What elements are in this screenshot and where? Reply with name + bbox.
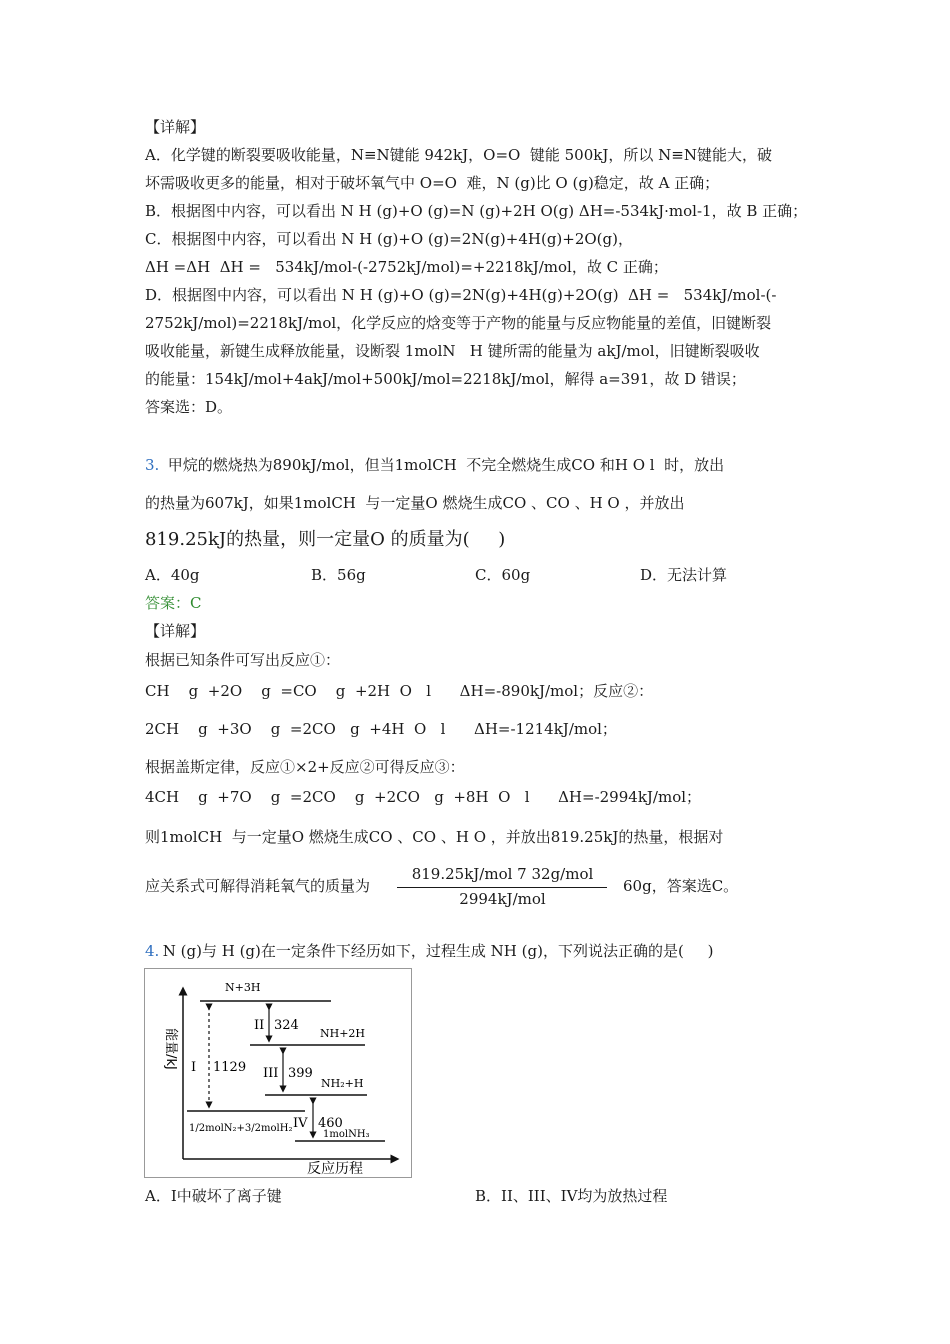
step-value: 324 bbox=[274, 1018, 299, 1033]
q3-option-d: D．无法计算 bbox=[640, 566, 728, 584]
q2-explain-line: B．根据图中内容，可以看出 N H (g)+O (g)=N (g)+2H O(g) ΔH=-534kJ·mol-1，故 B 正确； bbox=[145, 202, 808, 220]
q3-explain-line: 60g，答案选C。 bbox=[623, 877, 739, 895]
q3-answer: 答案：C bbox=[145, 594, 202, 612]
q2-explain-line: 坏需吸收更多的能量，相对于破坏氧气中 O=O 难，N (g)比 O (g)稳定，故 A 正确； bbox=[145, 174, 720, 192]
step-value: 399 bbox=[288, 1066, 313, 1081]
q2-explain-line: 2752kJ/mol)=2218kJ/mol，化学反应的焓变等于产物的能量与反应物能量的差值，旧键断裂 bbox=[145, 314, 772, 332]
q2-explain-line: C．根据图中内容，可以看出 N H (g)+O (g)=2N(g)+4H(g)+2O(g)， bbox=[145, 230, 633, 248]
q4-option-b: B．II、III、IV均为放热过程 bbox=[475, 1187, 668, 1205]
x-axis-label: 反应历程 bbox=[307, 1161, 363, 1177]
q4-number: 4. bbox=[145, 942, 160, 960]
step-roman: III bbox=[263, 1066, 279, 1081]
q4-stem: N (g)与 H (g)在一定条件下经历如下，过程生成 NH (g)，下列说法正确的是( ) bbox=[158, 942, 714, 960]
q3-explain-line: 则1molCH 与一定量O 燃烧生成CO 、CO 、H O ，并放出819.25kJ的热量，根据对 bbox=[145, 828, 724, 846]
q3-option-b: B．56g bbox=[311, 566, 366, 584]
q3-stem-line: 819.25kJ的热量，则一定量O 的质量为( ) bbox=[145, 529, 506, 550]
energy-diagram-svg bbox=[145, 969, 411, 1177]
step-roman: IV bbox=[293, 1116, 308, 1131]
q3-explain-line: 根据盖斯定律，反应①×2+反应②可得反应③： bbox=[145, 758, 465, 776]
level-label: 1molNH₃ bbox=[323, 1129, 370, 1140]
q3-explain-header: 【详解】 bbox=[145, 622, 206, 640]
step-roman: II bbox=[254, 1018, 265, 1033]
q3-reaction-1: CH g +2O g =CO g +2H O l ΔH=-890kJ/mol；反应②： bbox=[145, 682, 654, 700]
q3-explain-line: 应关系式可解得消耗氧气的质量为 bbox=[145, 877, 371, 895]
energy-diagram bbox=[144, 968, 412, 1178]
step-value: 1129 bbox=[213, 1060, 247, 1075]
q2-answer-line: 答案选：D。 bbox=[145, 398, 233, 416]
q3-option-a: A．40g bbox=[145, 566, 200, 584]
level-label: NH+2H bbox=[320, 1027, 366, 1040]
q3-stem-line: 甲烷的燃烧热为890kJ/mol，但当1molCH 不完全燃烧生成CO 和H O l 时，放出 bbox=[163, 456, 725, 474]
q3-reaction-2: 2CH g +3O g =2CO g +4H O l ΔH=-1214kJ/mol； bbox=[145, 720, 617, 738]
q3-explain-line: 根据已知条件可写出反应①： bbox=[145, 651, 341, 669]
step-value: 460 bbox=[318, 1116, 343, 1131]
step-roman: I bbox=[191, 1060, 197, 1075]
fraction-numerator: 819.25kJ/mol 7 32g/mol bbox=[411, 865, 594, 883]
q3-reaction-3: 4CH g +7O g =2CO g +2CO g +8H O l ΔH=-2994kJ/mol； bbox=[145, 788, 702, 806]
level-label: 1/2molN₂+3/2molH₂ bbox=[189, 1123, 293, 1134]
level-label: NH₂+H bbox=[321, 1077, 364, 1090]
q2-explain-line: D．根据图中内容，可以看出 N H (g)+O (g)=2N(g)+4H(g)+2O(g) ΔH = 534kJ/mol-(- bbox=[145, 286, 777, 304]
fraction-bar bbox=[397, 887, 607, 888]
q3-number: 3. bbox=[145, 456, 160, 474]
q2-explain-header: 【详解】 bbox=[145, 118, 206, 136]
fraction-denominator: 2994kJ/mol bbox=[459, 890, 546, 908]
q2-explain-line: 吸收能量，新键生成释放能量，设断裂 1molN H 键所需的能量为 akJ/mol，旧键断裂吸收 bbox=[145, 342, 760, 360]
q2-explain-line: A．化学键的断裂要吸收能量，N≡N键能 942kJ，O=O 键能 500kJ，所以 N≡N键能大，破 bbox=[145, 146, 772, 164]
q3-option-c: C．60g bbox=[475, 566, 531, 584]
q4-option-a: A．I中破坏了离子键 bbox=[145, 1187, 282, 1205]
q2-explain-line: ΔH =ΔH ΔH = 534kJ/mol-(-2752kJ/mol)=+2218kJ/mol，故 C 正确； bbox=[145, 258, 668, 276]
q2-explain-line: 的能量：154kJ/mol+4akJ/mol+500kJ/mol=2218kJ/mol，解得 a=391，故 D 错误； bbox=[145, 370, 746, 388]
level-label: N+3H bbox=[225, 981, 261, 994]
y-axis-label: 能量/kJ bbox=[163, 1028, 178, 1070]
q3-stem-line: 的热量为607kJ，如果1molCH 与一定量O 燃烧生成CO 、CO 、H O ，并放出 bbox=[145, 494, 685, 512]
